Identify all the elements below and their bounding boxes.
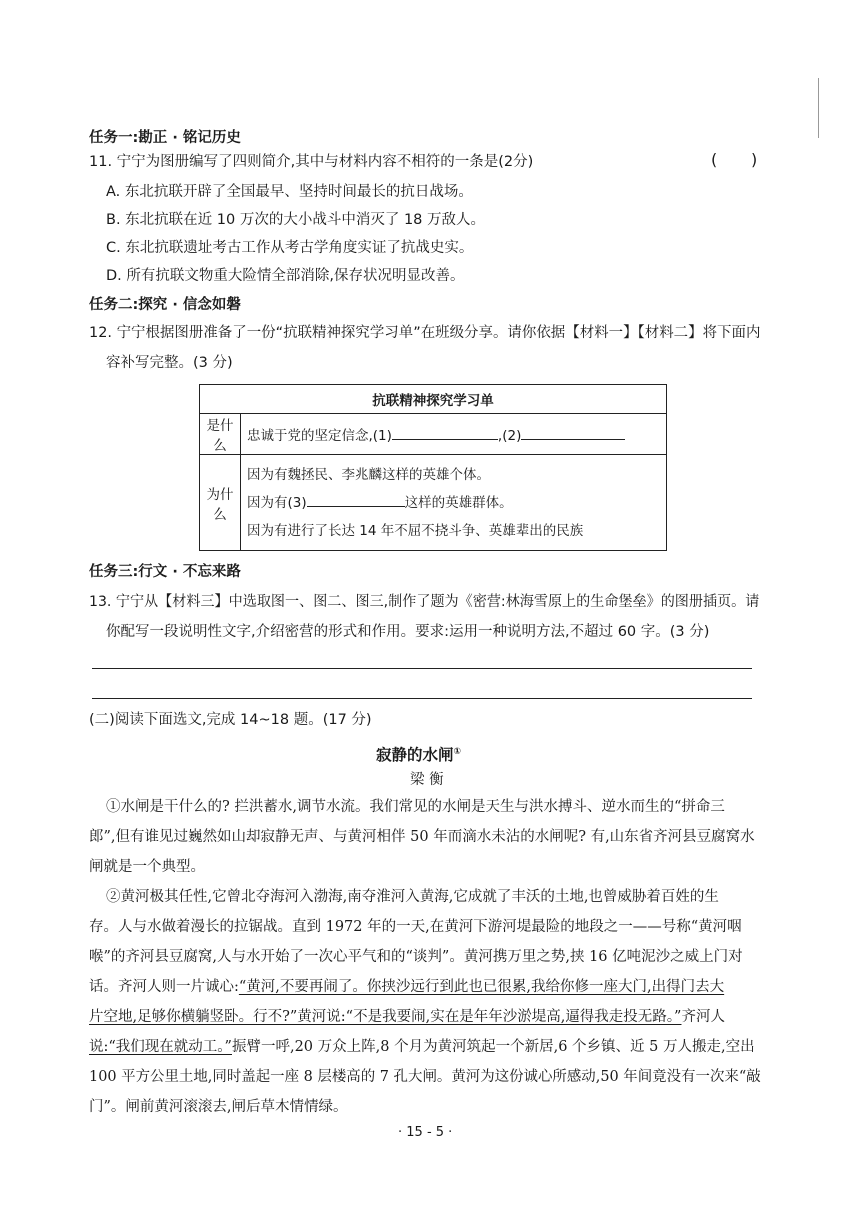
p2-line5 bbox=[89, 1007, 725, 1027]
study-sheet-table bbox=[199, 384, 667, 551]
p2-underlined-2: 片空地,足够你横躺竖卧。行不?”黄河说:“不是我要闹,实在是年年沙淤堤高,逼得我走投无路。” bbox=[89, 1009, 682, 1025]
section2-intro: (二)阅读下面选文,完成 14~18 题。(17 分) bbox=[89, 712, 372, 728]
task1-heading: 任务一:勘正 · 铭记历史 bbox=[89, 130, 241, 146]
q11-stem: 11. 宁宁为图册编写了四则简介,其中与材料内容不相符的一条是(2分) bbox=[89, 154, 534, 170]
why-cell bbox=[241, 455, 667, 551]
q13-line2: 你配写一段说明性文字,介绍密营的形式和作用。要求:运用一种说明方法,不超过 60 字。(3 分) bbox=[106, 624, 710, 640]
what-text: 忠诚于党的坚定信念,(1) bbox=[247, 428, 392, 444]
q11-option-d: D. 所有抗联文物重大险情全部消除,保存状况明显改善。 bbox=[106, 268, 465, 284]
p2-line6 bbox=[89, 1037, 755, 1057]
p1-line3: 闸就是一个典型。 bbox=[89, 859, 205, 875]
why-line-2-pre: 因为有(3) bbox=[247, 494, 307, 511]
p2-underlined-3: 说:“我们现在就动工。” bbox=[89, 1039, 232, 1055]
study-sheet-title: 抗联精神探究学习单 bbox=[200, 385, 667, 414]
task2-heading: 任务二:探究 · 信念如磐 bbox=[89, 297, 241, 313]
p1-line1: ①水闸是干什么的? 拦洪蓄水,调节水流。我们常见的水闸是天生与洪水搏斗、逆水而生的“拼命三 bbox=[106, 799, 725, 815]
q11-option-b: B. 东北抗联在近 10 万次的大小战斗中消灭了 18 万敌人。 bbox=[106, 212, 486, 228]
article-title-text: 寂静的水闸 bbox=[376, 746, 454, 765]
p2-line1: ②黄河极其任性,它曾北夺海河入渤海,南夺淮河入黄海,它成就了丰沃的土地,也曾威胁着百姓的生 bbox=[106, 889, 719, 905]
blank-3[interactable] bbox=[307, 492, 405, 507]
answer-line-1[interactable] bbox=[92, 668, 752, 669]
footnote-mark: ① bbox=[453, 747, 462, 757]
what-label: 是什么 bbox=[200, 414, 241, 455]
blank-1[interactable] bbox=[392, 425, 498, 440]
p2-line8: 门”。闸前黄河滚滚去,闸后草木情情绿。 bbox=[89, 1099, 348, 1115]
why-label: 为什么 bbox=[200, 455, 241, 551]
article-title bbox=[376, 742, 461, 765]
q11-option-a: A. 东北抗联开辟了全国最早、坚持时间最长的抗日战场。 bbox=[106, 184, 473, 200]
p2-line3: 喉”的齐河县豆腐窝,人与水开始了一次心平气和的“谈判”。黄河携万里之势,挟 16 亿吨泥沙之威上门对 bbox=[89, 949, 743, 965]
blank-2[interactable] bbox=[521, 425, 625, 440]
article-author: 梁 衡 bbox=[410, 772, 444, 788]
why-line-2-post: 这样的英雄群体。 bbox=[404, 494, 513, 511]
p2-line7: 100 平方公里土地,同时盖起一座 8 层楼高的 7 孔大闸。黄河为这份诚心所感动,50 年间竟没有一次来“敲 bbox=[89, 1069, 761, 1085]
scan-edge-mark bbox=[818, 78, 819, 138]
why-line-3: 因为有进行了长达 14 年不屈不挠斗争、英雄辈出的民族 bbox=[247, 522, 584, 539]
why-line-2 bbox=[247, 489, 660, 517]
p2-line2: 存。人与水做着漫长的拉锯战。直到 1972 年的一天,在黄河下游河堤最险的地段之一——号称“黄河咽 bbox=[89, 919, 742, 935]
q12-line2: 容补写完整。(3 分) bbox=[106, 355, 233, 371]
p2-line5-post: 齐河人 bbox=[681, 1009, 725, 1025]
q11-option-c: C. 东北抗联遗址考古工作从考古学角度实证了抗战史实。 bbox=[106, 240, 474, 256]
what-separator: ,(2) bbox=[497, 428, 522, 444]
page-number: · 15 - 5 · bbox=[398, 1125, 453, 1140]
p1-line2: 郎”,但有谁见过巍然如山却寂静无声、与黄河相伴 50 年而滴水未沾的水闸呢? 有,山东省齐河县豆腐窝水 bbox=[89, 829, 755, 845]
q11-answer-bracket-open: ( bbox=[711, 150, 718, 169]
what-cell bbox=[241, 414, 667, 455]
answer-line-2[interactable] bbox=[92, 698, 752, 699]
p2-underlined-1: “黄河,不要再闹了。你挟沙远行到此也已很累,我给你修一座大门,出得门去大 bbox=[238, 979, 725, 995]
why-line-1: 因为有魏拯民、李兆麟这样的英雄个体。 bbox=[247, 466, 490, 483]
task3-heading: 任务三:行文 · 不忘来路 bbox=[89, 564, 241, 580]
q12-line1: 12. 宁宁根据图册准备了一份“抗联精神探究学习单”在班级分享。请你依据【材料一】【材料二】将下面内 bbox=[89, 325, 761, 341]
p2-line4-pre: 话。齐河人则一片诚心: bbox=[89, 979, 239, 995]
p2-line4 bbox=[89, 977, 724, 997]
q13-line1: 13. 宁宁从【材料三】中选取图一、图二、图三,制作了题为《密营:林海雪原上的生命堡垒》的图册插页。请 bbox=[89, 594, 760, 610]
p2-line6-post: 振臂一呼,20 万众上阵,8 个月为黄河筑起一个新居,6 个乡镇、近 5 万人搬走,空出 bbox=[231, 1039, 755, 1055]
q11-answer-bracket-close: ) bbox=[751, 150, 758, 169]
